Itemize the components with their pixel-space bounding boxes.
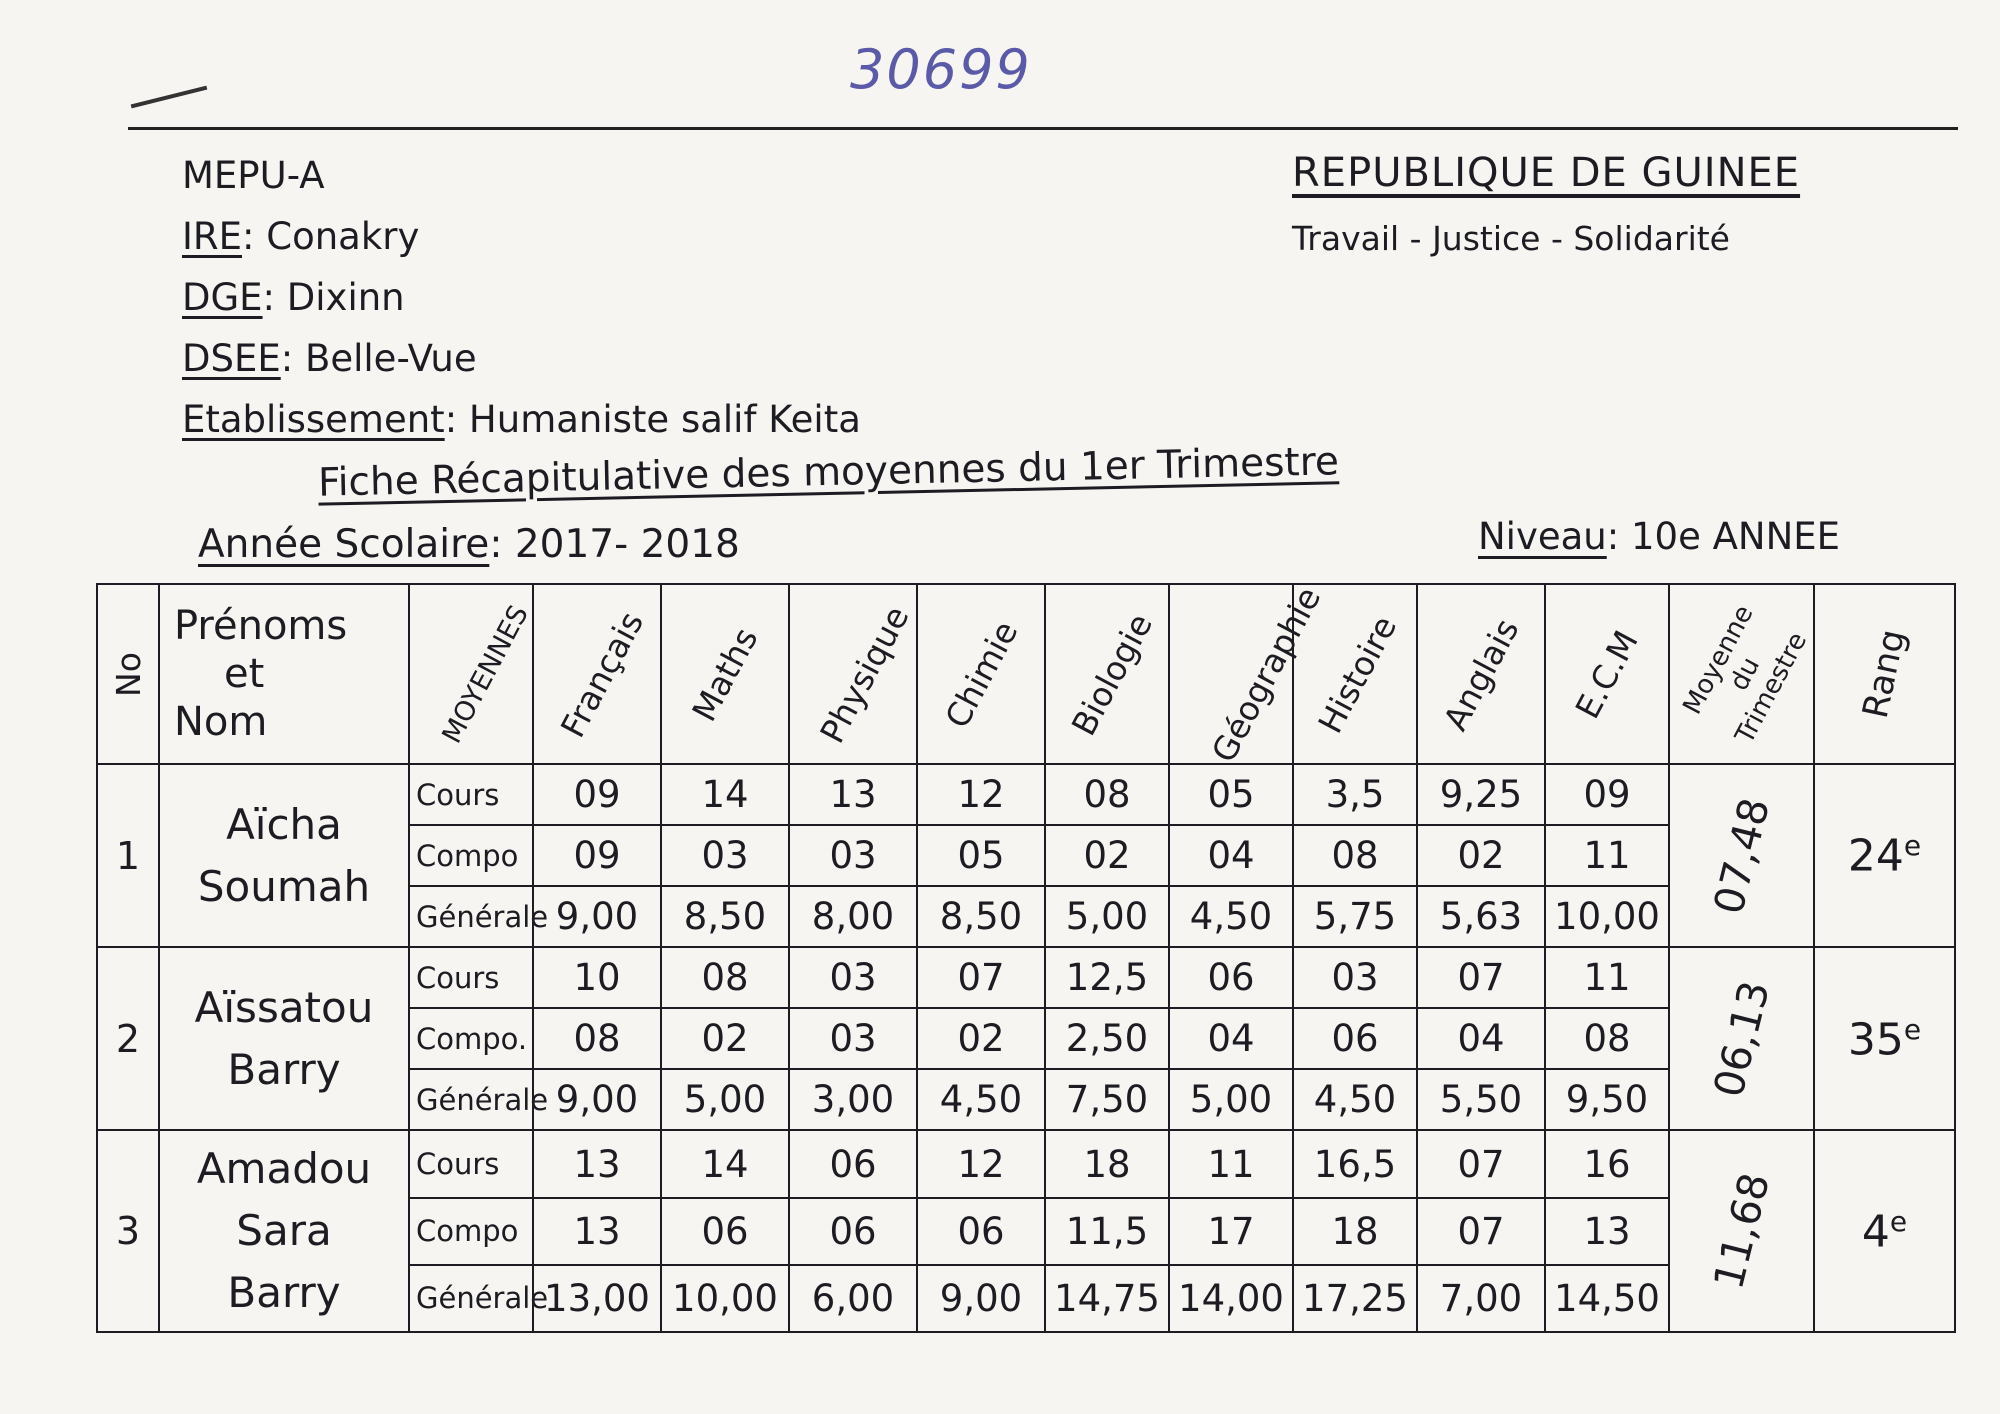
ire-line: IRE: Conakry — [182, 215, 420, 258]
header-moyennes-label: MOYENNES — [436, 599, 535, 749]
grade-cell: 14,50 — [1545, 1265, 1669, 1332]
grade-cell: 17,25 — [1293, 1265, 1417, 1332]
subject-label: Français — [552, 604, 652, 744]
student-name — [159, 947, 409, 1130]
grade-cell: 3,5 — [1293, 764, 1417, 825]
header-moyenne-trimestre — [1669, 584, 1814, 764]
dsee-label: DSEE — [182, 337, 281, 380]
grade-cell: 5,63 — [1417, 886, 1545, 947]
grade-cell: 04 — [1417, 1008, 1545, 1069]
row-type-label: Compo — [409, 825, 533, 886]
row-type-label: Cours — [409, 1130, 533, 1197]
header-subject — [1545, 584, 1669, 764]
grade-cell: 4,50 — [917, 1069, 1045, 1130]
dge-line: DGE: Dixinn — [182, 276, 405, 319]
student-number: 1 — [97, 764, 159, 947]
grade-cell: 07 — [1417, 947, 1545, 1008]
school-year-value: 2017- 2018 — [514, 522, 740, 567]
grade-cell: 07 — [917, 947, 1045, 1008]
grade-cell: 06 — [917, 1198, 1045, 1265]
grade-cell: 13 — [789, 764, 917, 825]
student-name — [159, 764, 409, 947]
grade-cell: 07 — [1417, 1130, 1545, 1197]
header-name-line2: et — [224, 651, 265, 697]
row-type-label: Générale — [409, 886, 533, 947]
student-last-name: Soumah — [197, 861, 371, 911]
grade-cell: 08 — [1293, 825, 1417, 886]
header-left — [182, 145, 861, 450]
grade-cell: 5,00 — [1045, 886, 1169, 947]
row-type-label: Compo. — [409, 1008, 533, 1069]
grade-cell: 14 — [661, 764, 789, 825]
grade-cell: 11 — [1545, 947, 1669, 1008]
ire-value: Conakry — [266, 215, 420, 258]
grade-cell: 10,00 — [661, 1265, 789, 1332]
dge-label: DGE — [182, 276, 263, 319]
student-rank — [1814, 764, 1955, 947]
grade-cell: 02 — [661, 1008, 789, 1069]
grade-cell: 6,00 — [789, 1265, 917, 1332]
grade-cell: 16,5 — [1293, 1130, 1417, 1197]
grade-cell: 4,50 — [1169, 886, 1293, 947]
grade-cell: 3,00 — [789, 1069, 917, 1130]
student-last-name: Barry — [227, 1268, 341, 1318]
header-moyenne-trimestre-label: Moyenne du Trimestre — [1677, 600, 1814, 749]
grade-cell: 2,50 — [1045, 1008, 1169, 1069]
grade-cell: 9,00 — [533, 1069, 661, 1130]
grade-cell: 08 — [1545, 1008, 1669, 1069]
etab-value: Humaniste salif Keita — [468, 398, 861, 441]
grade-cell: 12 — [917, 1130, 1045, 1197]
grade-cell: 09 — [533, 825, 661, 886]
etab-line: Etablissement: Humaniste salif Keita — [182, 398, 861, 441]
grade-cell: 05 — [1169, 764, 1293, 825]
row-type-label: Cours — [409, 764, 533, 825]
subject-label: E.C.M — [1567, 623, 1647, 725]
grade-cell: 16 — [1545, 1130, 1669, 1197]
grade-cell: 12 — [917, 764, 1045, 825]
grade-cell: 04 — [1169, 825, 1293, 886]
grade-cell: 02 — [1417, 825, 1545, 886]
level: Niveau: 10e ANNEE — [1478, 515, 1841, 558]
level-label: Niveau — [1478, 515, 1607, 558]
header-subject — [661, 584, 789, 764]
grade-cell: 5,00 — [1169, 1069, 1293, 1130]
row-type-label: Compo — [409, 1198, 533, 1265]
grade-cell: 5,50 — [1417, 1069, 1545, 1130]
grade-cell: 9,00 — [533, 886, 661, 947]
rank-value: 4 — [1861, 1206, 1890, 1258]
etab-label: Etablissement — [182, 398, 445, 441]
grade-cell: 09 — [533, 764, 661, 825]
rank-suffix: e — [1903, 1012, 1922, 1046]
grade-cell: 02 — [917, 1008, 1045, 1069]
grade-cell: 06 — [661, 1198, 789, 1265]
grade-cell: 11 — [1169, 1130, 1293, 1197]
grade-cell: 09 — [1545, 764, 1669, 825]
subject-label: Chimie — [936, 614, 1026, 734]
header-subject — [1169, 580, 1329, 768]
grade-cell: 03 — [789, 1008, 917, 1069]
grade-cell: 05 — [917, 825, 1045, 886]
grade-cell: 11,5 — [1045, 1198, 1169, 1265]
country-name: REPUBLIQUE DE GUINEE — [1292, 150, 1801, 196]
grade-cell: 14,75 — [1045, 1265, 1169, 1332]
student-last-name: Barry — [227, 1044, 341, 1094]
dge-value: Dixinn — [286, 276, 405, 319]
grade-cell: 8,50 — [917, 886, 1045, 947]
header-no-label: No — [108, 651, 148, 697]
grade-cell: 4,50 — [1293, 1069, 1417, 1130]
grade-cell: 9,50 — [1545, 1069, 1669, 1130]
grade-cell: 08 — [1045, 764, 1169, 825]
header-name-line1: Prénoms — [174, 603, 348, 649]
table-row — [97, 764, 1955, 825]
grade-cell: 13 — [1545, 1198, 1669, 1265]
header-subject — [789, 584, 917, 764]
student-rank — [1814, 1130, 1955, 1332]
student-name — [159, 1130, 409, 1332]
grade-cell: 8,50 — [661, 886, 789, 947]
grade-cell: 08 — [533, 1008, 661, 1069]
grade-cell: 06 — [1293, 1008, 1417, 1069]
national-motto: Travail - Justice - Solidarité — [1292, 219, 1730, 258]
grade-cell: 17 — [1169, 1198, 1293, 1265]
grade-cell: 7,50 — [1045, 1069, 1169, 1130]
grade-cell: 02 — [1045, 825, 1169, 886]
grades-table — [96, 580, 1956, 1333]
top-rule — [128, 127, 1958, 130]
subject-label: Biologie — [1063, 606, 1161, 742]
trimester-average — [1669, 947, 1814, 1130]
grade-cell: 03 — [789, 825, 917, 886]
trimester-average — [1669, 764, 1814, 947]
subject-label: Maths — [684, 620, 766, 728]
grade-cell: 7,00 — [1417, 1265, 1545, 1332]
grade-cell: 8,00 — [789, 886, 917, 947]
grade-cell: 9,25 — [1417, 764, 1545, 825]
header-subject — [917, 584, 1045, 764]
school-year-label: Année Scolaire — [198, 522, 490, 567]
header-rang-label: Rang — [1855, 626, 1914, 722]
grade-cell: 5,00 — [661, 1069, 789, 1130]
rank-suffix: e — [1889, 1204, 1908, 1238]
trimester-average — [1669, 1130, 1814, 1332]
grade-cell: 18 — [1045, 1130, 1169, 1197]
grade-cell: 9,00 — [917, 1265, 1045, 1332]
grade-cell: 11 — [1545, 825, 1669, 886]
grade-cell: 03 — [1293, 947, 1417, 1008]
grade-cell: 14,00 — [1169, 1265, 1293, 1332]
grade-cell: 06 — [1169, 947, 1293, 1008]
header-right — [1292, 140, 1800, 272]
trimester-average-value: 11,68 — [1704, 1168, 1779, 1294]
header-name-label — [160, 602, 408, 746]
grade-cell: 03 — [661, 825, 789, 886]
grade-cell: 12,5 — [1045, 947, 1169, 1008]
grade-cell: 13 — [533, 1198, 661, 1265]
document-title: Fiche Récapitulative des moyennes du 1er Trimestre — [317, 439, 1340, 506]
student-number: 3 — [97, 1130, 159, 1332]
table-row — [97, 1130, 1955, 1197]
dsee-line: DSEE: Belle-Vue — [182, 337, 477, 380]
grade-cell: 13 — [533, 1130, 661, 1197]
dsee-value: Belle-Vue — [304, 337, 477, 380]
school-year: Année Scolaire: 2017- 2018 — [198, 522, 740, 567]
grade-cell: 03 — [789, 947, 917, 1008]
row-type-label: Générale — [409, 1069, 533, 1130]
ministry: MEPU-A — [182, 154, 325, 197]
trimester-average-value: 06,13 — [1704, 976, 1779, 1102]
subject-label: Anglais — [1435, 611, 1527, 737]
table-row — [97, 947, 1955, 1008]
pen-mark — [131, 86, 208, 109]
grade-cell: 08 — [661, 947, 789, 1008]
rank-suffix: e — [1903, 829, 1922, 863]
header-subject — [1417, 584, 1545, 764]
trimester-average-value: 07,48 — [1704, 792, 1779, 919]
subject-label: Histoire — [1310, 608, 1405, 740]
grade-cell: 07 — [1417, 1198, 1545, 1265]
rank-value: 35 — [1847, 1014, 1904, 1066]
header-name — [159, 584, 409, 764]
header-moyennes — [409, 584, 533, 764]
rank-value: 24 — [1847, 830, 1904, 882]
student-first-name: Aïcha — [226, 799, 342, 849]
header-subject — [1045, 584, 1169, 764]
header-rang — [1814, 584, 1955, 764]
subject-label: Géographie — [1203, 580, 1329, 768]
ministry-line — [182, 145, 861, 206]
archive-number: 30699 — [850, 38, 1032, 101]
ire-label: IRE — [182, 215, 242, 258]
grade-cell: 10 — [533, 947, 661, 1008]
table-header-row — [97, 584, 1955, 764]
student-rank — [1814, 947, 1955, 1130]
level-value: 10e ANNEE — [1630, 515, 1841, 558]
row-type-label: Générale — [409, 1265, 533, 1332]
grade-cell: 10,00 — [1545, 886, 1669, 947]
grade-cell: 06 — [789, 1130, 917, 1197]
row-type-label: Cours — [409, 947, 533, 1008]
header-no — [97, 584, 159, 764]
grade-cell: 04 — [1169, 1008, 1293, 1069]
table-body — [97, 764, 1955, 1332]
student-first-name: Aïssatou — [194, 982, 374, 1032]
grade-cell: 5,75 — [1293, 886, 1417, 947]
grade-cell: 18 — [1293, 1198, 1417, 1265]
header-subject — [533, 584, 661, 764]
subject-label: Physique — [812, 599, 917, 749]
header-name-line3: Nom — [174, 699, 268, 745]
grade-cell: 13,00 — [533, 1265, 661, 1332]
student-first-name: Amadou Sara — [196, 1144, 372, 1256]
grade-cell: 14 — [661, 1130, 789, 1197]
grade-cell: 06 — [789, 1198, 917, 1265]
student-number: 2 — [97, 947, 159, 1130]
